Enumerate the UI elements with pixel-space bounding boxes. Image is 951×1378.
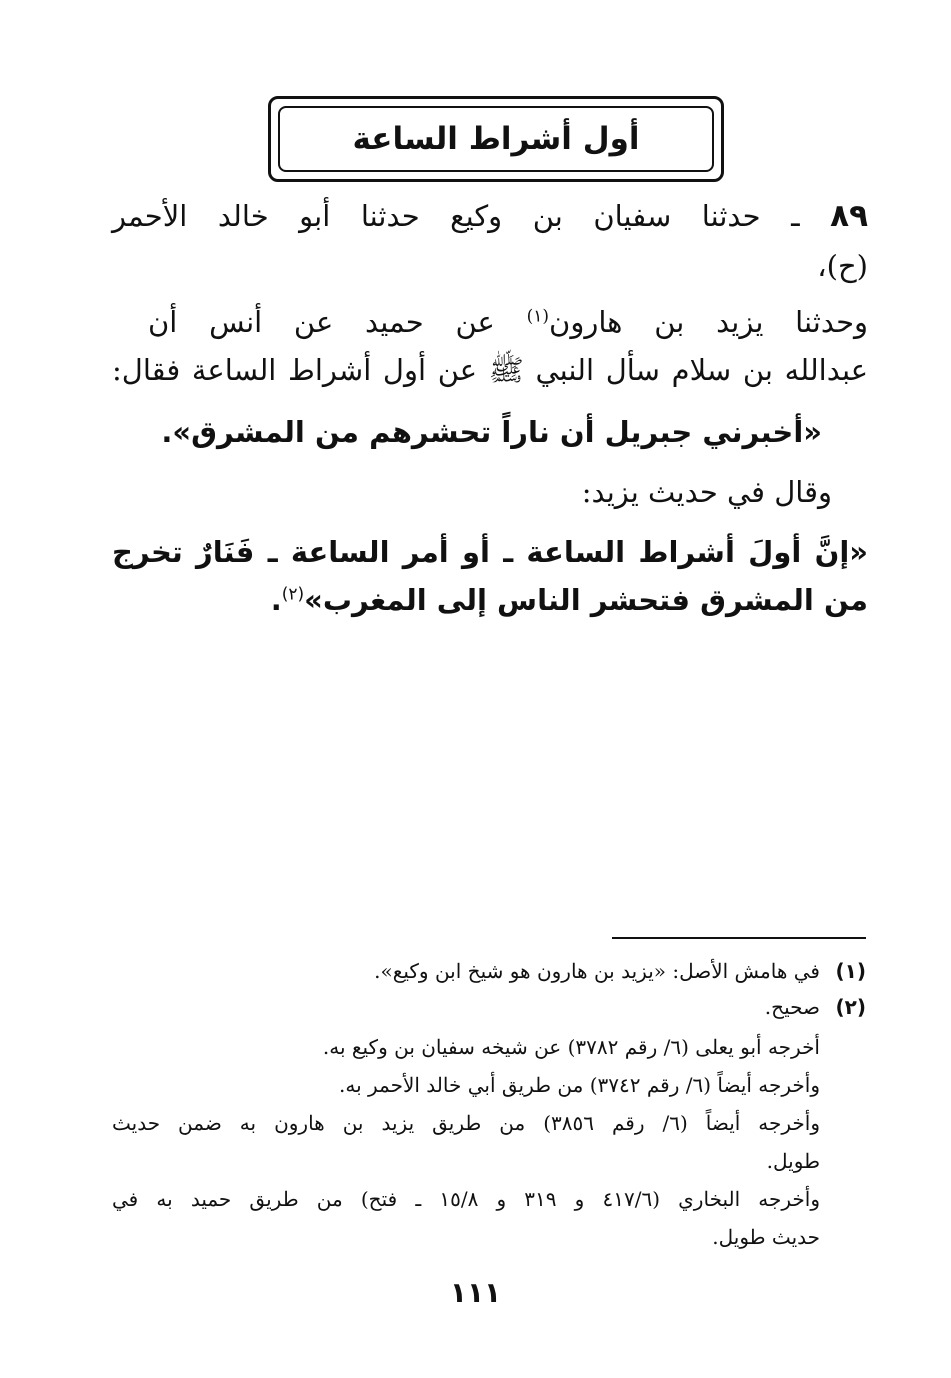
chapter-title-frame — [268, 96, 724, 182]
footnote-2-line-8: حديث طويل. — [712, 1225, 820, 1249]
hadith-line-5 — [112, 410, 822, 454]
footnote-2-line-6: طويل. — [766, 1149, 820, 1173]
hadith-line-1 — [112, 194, 868, 238]
footnote-number-2: (٢) — [835, 995, 866, 1019]
hadith-line-6 — [112, 470, 832, 514]
hadith-line-2 — [112, 244, 868, 288]
hadith-number: ٨٩ — [830, 198, 869, 234]
hadith-line-3-text-b: عن حميد عن أنس أن — [148, 305, 495, 339]
hadith-line-7 — [112, 530, 868, 574]
hadith-line-8 — [112, 578, 868, 622]
footnote-1-text: في هامش الأصل: «يزيد بن هارون هو شيخ ابن وكيع». — [374, 959, 820, 983]
footnote-2-line-4: وأخرجه أيضاً (٦/ رقم ٣٧٤٢) من طريق أبي خالد الأحمر به. — [339, 1073, 820, 1097]
hadith-line-8-text-a: من المشرق فتحشر الناس إلى المغرب» — [304, 583, 868, 617]
chapter-title-inner-frame — [278, 106, 714, 172]
hadith-line-1-text: ـ حدثنا سفيان بن وكيع حدثنا أبو خالد الأحمر — [112, 199, 800, 233]
footnote-ref-1: (١) — [526, 306, 550, 327]
footnote-ref-2: (٢) — [281, 584, 305, 605]
hadith-line-4-text: عبدالله بن سلام سأل النبي ﷺ عن أول أشراط الساعة فقال: — [112, 353, 868, 387]
footnote-number-1: (١) — [835, 959, 866, 983]
footnote-separator — [612, 937, 866, 939]
hadith-line-6-text: وقال في حديث يزيد: — [581, 475, 832, 509]
hadith-line-3 — [148, 300, 868, 344]
hadith-line-7-text: «إنَّ أولَ أشراط الساعة ـ أو أمر الساعة ـ فَنَارٌ تخرج — [112, 535, 868, 569]
chapter-title: أول أشراط الساعة — [352, 120, 640, 157]
hadith-line-4 — [112, 348, 868, 392]
hadith-line-8-text-b: . — [270, 583, 282, 617]
hadith-line-3-text-a: وحدثنا يزيد بن هارون — [549, 305, 868, 339]
footnote-2-line-5: وأخرجه أيضاً (٦/ رقم ٣٨٥٦) من طريق يزيد بن هارون به ضمن حديث — [112, 1111, 820, 1135]
hadith-line-5-text: «أخبرني جبريل أن ناراً تحشرهم من المشرق». — [161, 415, 822, 449]
footnote-2-text: صحيح. — [764, 995, 820, 1019]
page-number: ١١١ — [449, 1276, 502, 1309]
hadith-line-2-text: (ح)، — [817, 249, 868, 283]
footnote-2-line-3: أخرجه أبو يعلى (٦/ رقم ٣٧٨٢) عن شيخه سفيان بن وكيع به. — [322, 1035, 820, 1059]
footnote-2-line-7: وأخرجه البخاري (٤١٧/٦ و ٣١٩ و ١٥/٨ ـ فتح) من طريق حميد به في — [112, 1187, 821, 1211]
